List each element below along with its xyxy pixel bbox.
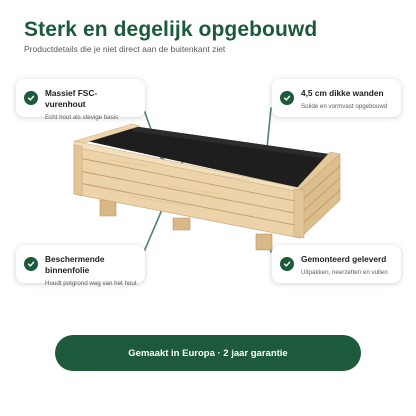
planter-corner-post bbox=[294, 189, 304, 238]
feature-title: Gemonteerd geleverd bbox=[301, 254, 387, 264]
connector-line-2 bbox=[267, 108, 271, 148]
feature-title: Beschermende binnenfolie bbox=[45, 254, 105, 275]
planter bbox=[74, 124, 340, 250]
feature-title: 4,5 cm dikke wanden bbox=[301, 88, 384, 98]
guarantee-label: Gemaakt in Europa · 2 jaar garantie bbox=[128, 347, 288, 359]
guarantee-banner bbox=[55, 335, 361, 371]
planter-corner-post bbox=[74, 145, 82, 196]
check-icon bbox=[280, 91, 294, 105]
planter-foot bbox=[256, 234, 272, 250]
feature-subtitle: Solide en vormvast opgebouwd bbox=[301, 103, 388, 110]
feature-subtitle: Uitpakken, neerzetten en vullen bbox=[301, 269, 388, 276]
check-icon bbox=[24, 257, 38, 271]
page-title: Sterk en degelijk opgebouwd bbox=[24, 18, 318, 41]
feature-card bbox=[16, 79, 145, 121]
feature-card bbox=[272, 245, 401, 283]
planter-foot bbox=[100, 200, 116, 216]
feature-card bbox=[272, 79, 401, 117]
check-icon bbox=[280, 257, 294, 271]
feature-subtitle: Houdt potgrond weg van het hout bbox=[45, 280, 137, 287]
feature-card bbox=[16, 245, 145, 287]
feature-subtitle: Echt hout als stevige basis bbox=[45, 114, 119, 121]
page-subtitle: Productdetails die je niet direct aan de buitenkant ziet bbox=[24, 44, 226, 54]
planter-foot bbox=[173, 218, 190, 230]
feature-title: Massief FSC-vurenhout bbox=[45, 88, 98, 109]
check-icon bbox=[24, 91, 38, 105]
